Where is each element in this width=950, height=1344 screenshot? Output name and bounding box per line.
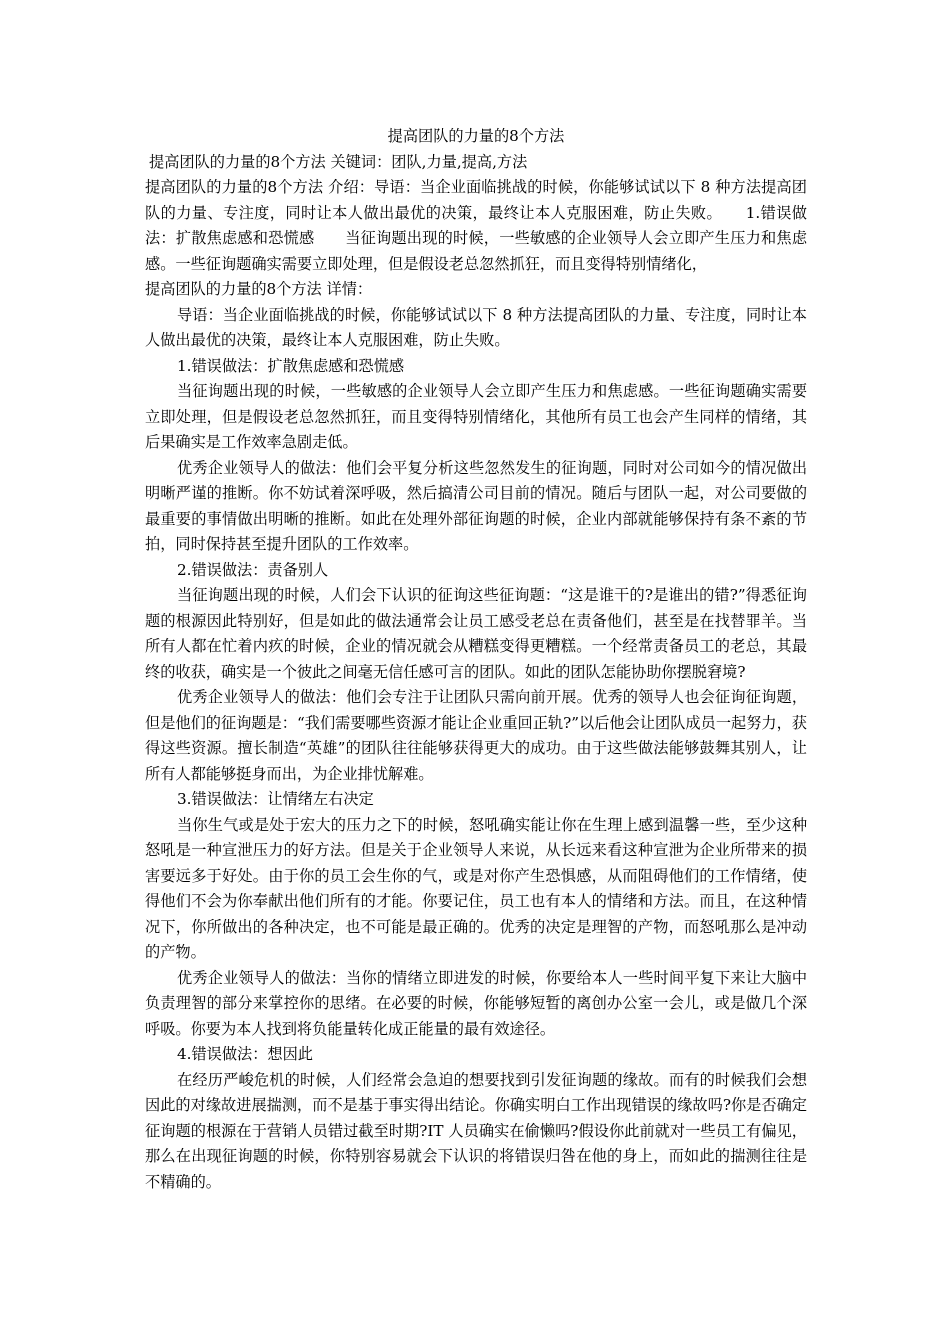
paragraph: 当征询题出现的时候，人们会下认识的征询这些征询题：“这是谁干的?是谁出的错?”得悉征询题的根源因此特别好，但是如此的做法通常会让员工感受老总在责备他们，甚至是在找替罪羊。当所有人都在忙着内疚的时候，企业的情况就会从糟糕变得更糟糕。一个经常责备员工的老总，其最终的收获，确实是一个彼此之间毫无信任感可言的团队。如此的团队怎能协助你摆脱窘境?	[145, 586, 807, 681]
paragraph: 当征询题出现的时候，一些敏感的企业领导人会立即产生压力和焦虑感。一些征询题确实需要立即处理，但是假设老总忽然抓狂，而且变得特别情绪化，其他所有员工也会产生同样的情绪，其后果确实是工作效率急剧走低。	[145, 382, 807, 451]
intro-summary: 提高团队的力量的8个方法 介绍：导语：当企业面临挑战的时候，你能够试试以下 8 种方法提高团队的力量、专注度，同时让本人做出最优的决策，最终让本人克服困难，防止失败。 1.错误做法：扩散焦虑感和恐慌感 当征询题出现的时候，一些敏感的企业领导人会立即产生压力和焦虑感。一些征询题确实需要立即处理，但是假设老总忽然抓狂，而且变得特别情绪化，	[145, 178, 807, 273]
paragraph: 优秀企业领导人的做法：他们会专注于让团队只需向前开展。优秀的领导人也会征询征询题，但是他们的征询题是：“我们需要哪些资源才能让企业重回正轨?”以后他会让团队成员一起努力，获得这些资源。擅长制造“英雄”的团队往往能够获得更大的成功。由于这些做法能够鼓舞其别人，让所有人都能够挺身而出，为企业排忧解难。	[145, 688, 807, 783]
paragraph: 优秀企业领导人的做法：他们会平复分析这些忽然发生的征询题，同时对公司如今的情况做出明晰严谨的推断。你不妨试着深呼吸，然后搞清公司目前的情况。随后与团队一起，对公司要做的最重要的事情做出明晰的推断。如此在处理外部征询题的时候，企业内部就能够保持有条不紊的节拍，同时保持甚至提升团队的工作效率。	[145, 458, 807, 553]
document-title: 提高团队的力量的8个方法	[387, 127, 565, 145]
paragraph: 在经历严峻危机的时候，人们经常会急迫的想要找到引发征询题的缘故。而有的时候我们会想因此的对缘故进展揣测，而不是基于事实得出结论。你确实明白工作出现错误的缘故吗?你是否确定征询题的根源在于营销人员错过截至时期?IT 人员确实在偷懒吗?假设你此前就对一些员工有偏见，那么在出现征询题的时候，你特别容易就会下认识的将错误归咎在他的身上，而如此的揣测往往是不精确的。	[145, 1070, 807, 1191]
section-heading-2: 2.错误做法：责备别人	[177, 560, 329, 579]
details-label: 提高团队的力量的8个方法 详情：	[145, 280, 373, 298]
section-heading-3: 3.错误做法：让情绪左右决定	[177, 790, 374, 808]
paragraph-intro: 导语：当企业面临挑战的时候，你能够试试以下 8 种方法提高团队的力量、专注度，同时让本人做出最优的决策，最终让本人克服困难，防止失败。	[145, 305, 807, 349]
paragraph: 当你生气或是处于宏大的压力之下的时候，怒吼确实能让你在生理上感到温馨一些，至少这种怒吼是一种宣泄压力的好方法。但是关于企业领导人来说，从长远来看这种宣泄为企业所带来的损害要远多于好处。由于你的员工会生你的气，或是对你产生恐惧感，从而阻碍他们的工作情绪，使得他们不会为你奉献出他们所有的才能。你要记住，员工也有本人的情绪和方法。而且，在这种情况下，你所做出的各种决定，也不可能是最正确的。优秀的决定是理智的产物，而怒吼那么是冲动的产物。	[145, 815, 807, 961]
keywords-line: 提高团队的力量的8个方法 关键词：团队,力量,提高,方法	[149, 152, 528, 171]
document-page	[145, 124, 807, 1195]
section-heading-4: 4.错误做法：想因此	[177, 1045, 313, 1063]
section-heading-1: 1.错误做法：扩散焦虑感和恐慌感	[177, 356, 405, 375]
paragraph: 优秀企业领导人的做法：当你的情绪立即进发的时候，你要给本人一些时间平复下来让大脑中负责理智的部分来掌控你的思绪。在必要的时候，你能够短暂的离创办公室一会儿，或是做几个深呼吸。你要为本人找到将负能量转化成正能量的最有效途径。	[145, 968, 807, 1038]
